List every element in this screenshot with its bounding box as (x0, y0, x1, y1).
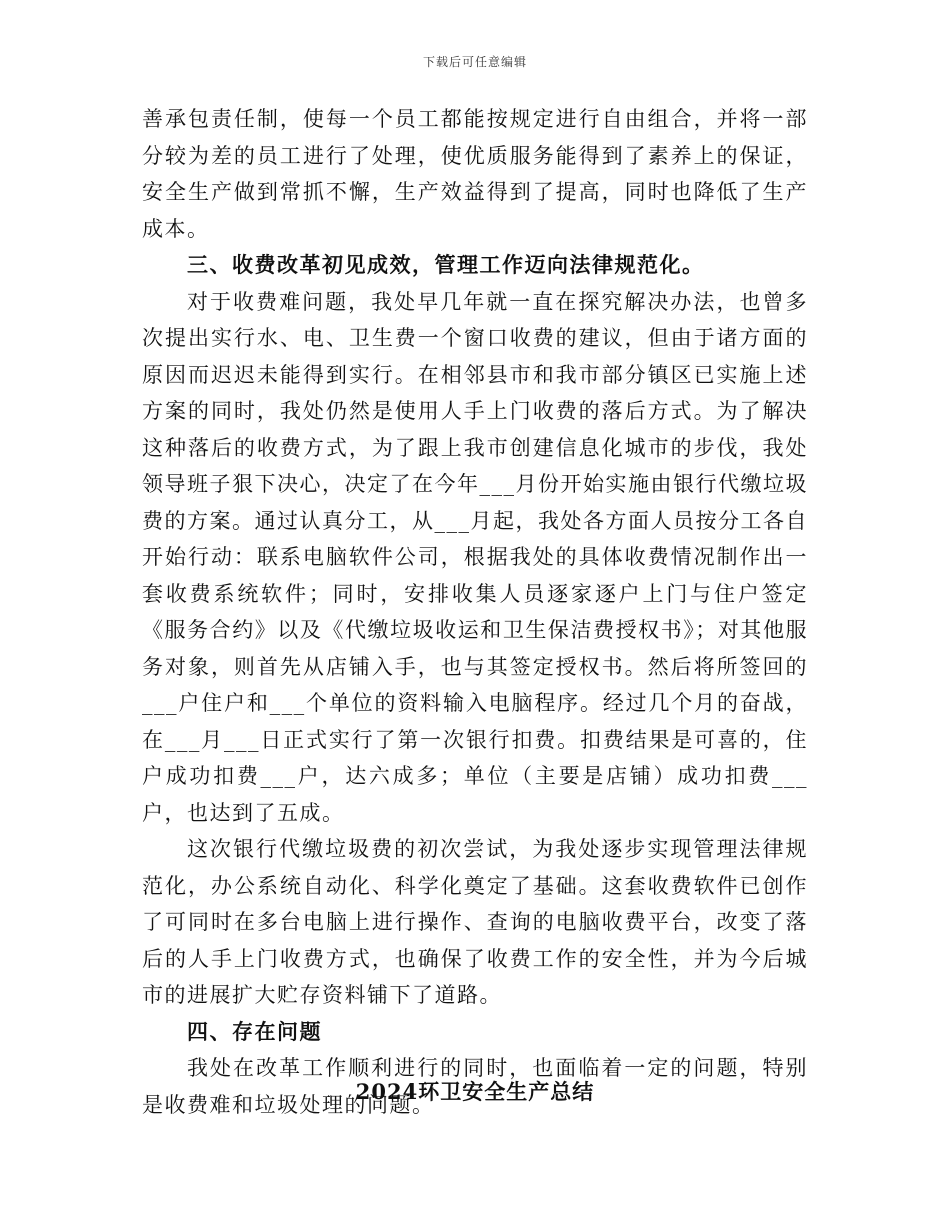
paragraph-problems: 我处在改革工作顺利进行的同时，也面临着一定的问题，特别是收费难和垃圾处理的问题。 (142, 1056, 808, 1117)
paragraph-continuation: 善承包责任制，使每一个员工都能按规定进行自由组合，并将一部分较为差的员工进行了处理，使优质服务能得到了素养上的保证，安全生产做到常抓不懈，生产效益得到了提高，同时也降低了生产成本。 (142, 107, 808, 241)
paragraph-bank-trial: 这次银行代缴垃圾费的初次尝试，为我处逐步实现管理法律规范化，办公系统自动化、科学化奠定了基础。这套收费软件已创作了可同时在多台电脑上进行操作、查询的电脑收费平台，改变了落后的人手上门收费方式，也确保了收费工作的安全性，并为今后城市的进展扩大贮存资料铺下了道路。 (142, 837, 808, 1007)
section-heading-4: 四、存在问题 (187, 1018, 322, 1044)
paragraph-billing-reform: 对于收费难问题，我处早几年就一直在探究解决办法，也曾多次提出实行水、电、卫生费一个窗口收费的建议，但由于诸方面的原因而迟迟未能得到实行。在相邻县市和我市部分镇区已实施上述方案的同时，我处仍然是使用人手上门收费的落后方式。为了解决这种落后的收费方式，为了跟上我市创建信息化城市的步伐，我处领导班子狠下决心，决定了在今年___月份开始实施由银行代缴垃圾费的方案。通过认真分工，从___月起，我处各方面人员按分工各自开始行动：联系电脑软件公司，根据我处的具体收费情况制作出一套收费系统软件；同时，安排收集人员逐家逐户上门与住户签定《服务合约》以及《代缴垃圾收运和卫生保洁费授权书》；对其他服务对象，则首先从店铺入手，也与其签定授权书。然后将所签回的___户住户和___个单位的资料输入电脑程序。经过几个月的奋战，在___月___日正式实行了第一次银行扣费。扣费结果是可喜的，住户成功扣费___户，达六成多；单位（主要是店铺）成功扣费___户，也达到了五成。 (142, 289, 808, 825)
section-heading-3: 三、收费改革初见成效，管理工作迈向法律规范化。 (187, 252, 705, 277)
document-title: 2024环卫安全生产总结 (355, 1079, 595, 1104)
document-body (142, 101, 808, 1123)
page-header-note: 下载后可任意编辑 (422, 55, 527, 69)
